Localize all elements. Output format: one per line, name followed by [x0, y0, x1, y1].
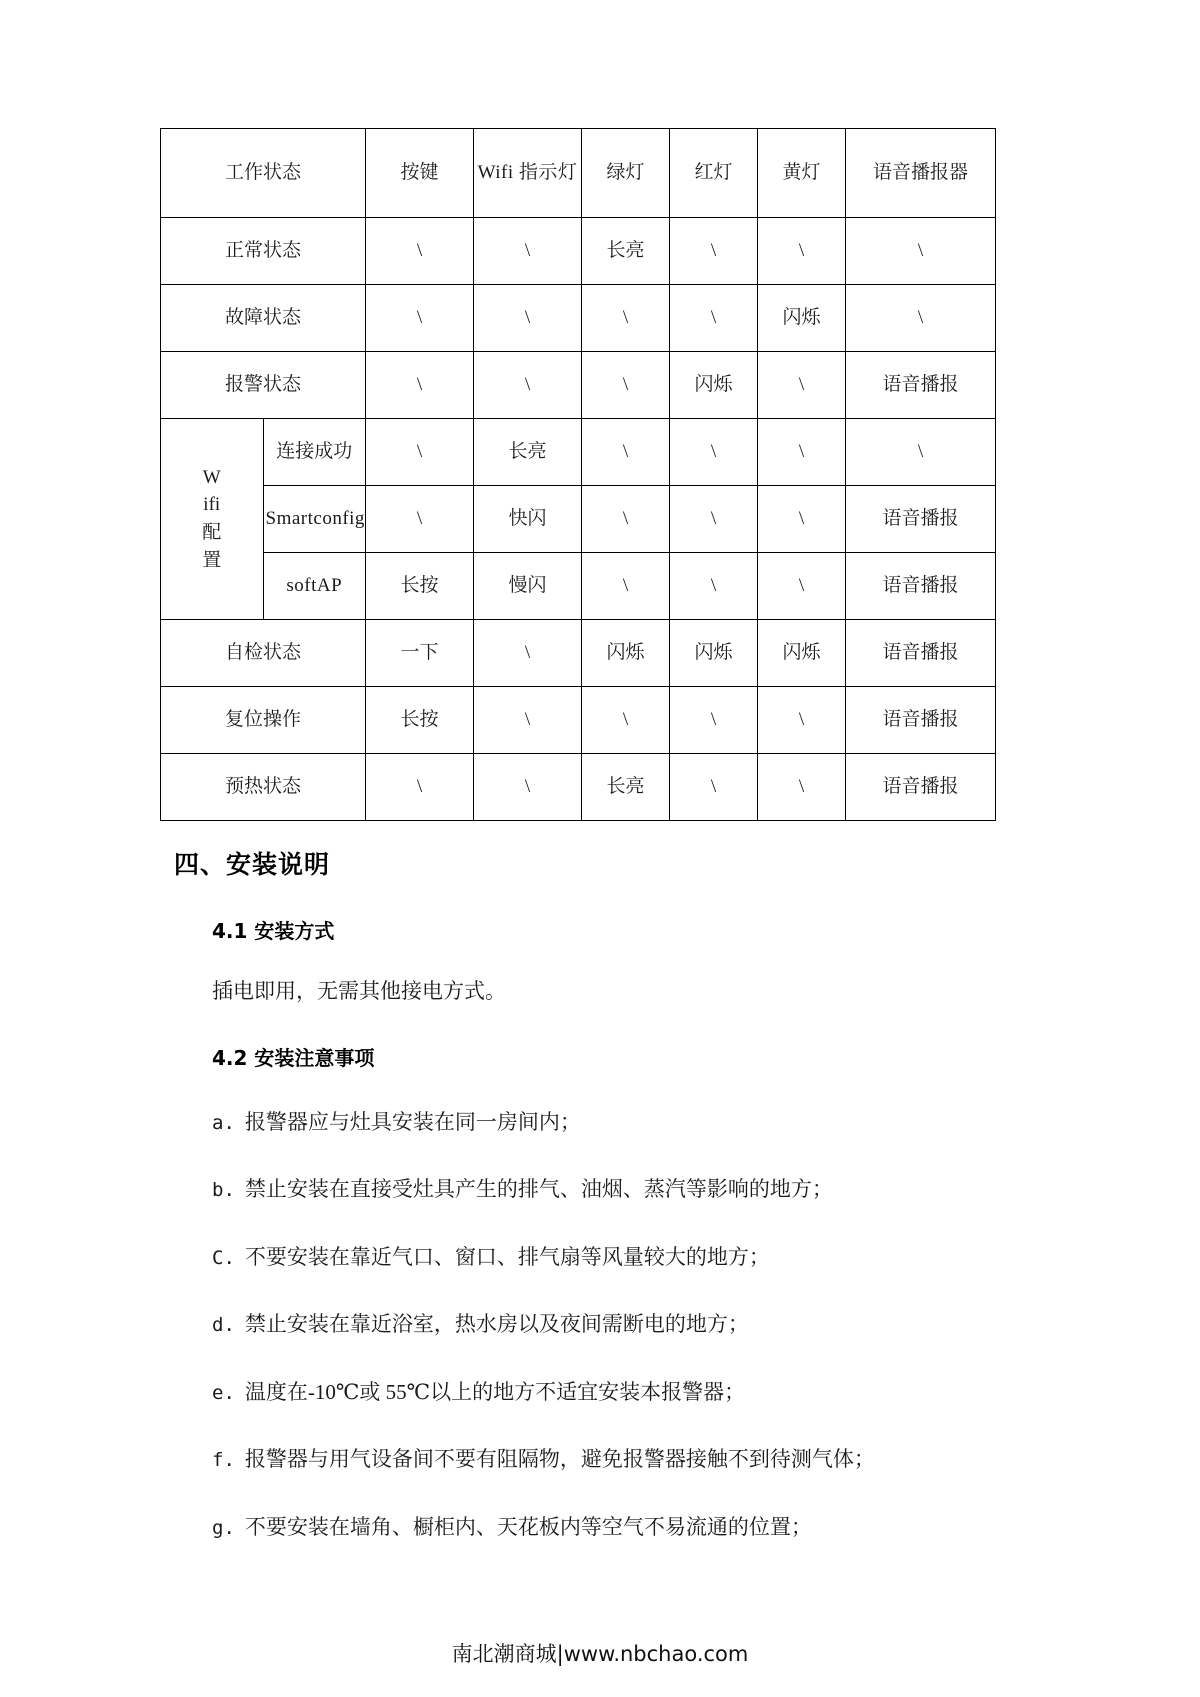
cell-key: \ [366, 486, 474, 553]
list-item [212, 1309, 960, 1341]
cell-voice: 语音播报 [846, 553, 996, 620]
cell-yellow: \ [758, 754, 846, 821]
cell-green: \ [582, 687, 670, 754]
list-item [212, 1512, 960, 1544]
cell-green: \ [582, 486, 670, 553]
section-heading-installation: 四、安装说明 [174, 850, 331, 879]
list-marker: d. [212, 1314, 235, 1336]
cell-state: 正常状态 [161, 218, 366, 285]
subheading-4-1: 4.1 安装方式 [212, 919, 335, 943]
cell-state: 复位操作 [161, 687, 366, 754]
cell-green: 长亮 [582, 754, 670, 821]
cell-yellow: \ [758, 218, 846, 285]
cell-red: 闪烁 [670, 620, 758, 687]
cell-wifi-led: \ [474, 352, 582, 419]
cell-state: 连接成功 [263, 419, 366, 486]
cell-wifi-led: \ [474, 754, 582, 821]
cell-state: Smartconfig [263, 486, 366, 553]
list-item-text: 报警器与用气设备间不要有阻隔物，避免报警器接触不到待测气体； [244, 1447, 875, 1471]
cell-wifi-led: \ [474, 620, 582, 687]
cell-key: \ [366, 285, 474, 352]
table-row [161, 553, 996, 620]
table-row [161, 687, 996, 754]
cell-key: 长按 [366, 687, 474, 754]
cell-key: \ [366, 419, 474, 486]
cell-yellow: \ [758, 486, 846, 553]
table-header-row [161, 129, 996, 218]
list-item-text: 温度在-10℃或 55℃以上的地方不适宜安装本报警器； [244, 1379, 746, 1404]
cell-yellow: 闪烁 [758, 620, 846, 687]
status-indicator-table [160, 128, 996, 821]
cell-red: \ [670, 218, 758, 285]
installation-notes-list [160, 1107, 960, 1544]
list-item-text: 不要安装在靠近气口、窗口、排气扇等风量较大的地方； [244, 1244, 770, 1269]
list-marker: C. [212, 1246, 235, 1269]
cell-wifi-led: \ [474, 285, 582, 352]
cell-green: \ [582, 285, 670, 352]
cell-yellow: \ [758, 352, 846, 419]
header-green-light: 绿灯 [582, 129, 670, 218]
list-item [212, 1174, 960, 1206]
cell-state: softAP [263, 553, 366, 620]
cell-state: 报警状态 [161, 352, 366, 419]
list-item-text: 不要安装在墙角、橱柜内、天花板内等空气不易流通的位置； [244, 1514, 812, 1539]
cell-state: 预热状态 [161, 754, 366, 821]
list-item-text: 报警器应与灶具安装在同一房间内； [244, 1109, 581, 1134]
table-row [161, 754, 996, 821]
cell-voice: \ [846, 419, 996, 486]
list-item [212, 1377, 960, 1409]
list-item-text: 禁止安装在直接受灶具产生的排气、油烟、蒸汽等影响的地方； [244, 1177, 833, 1201]
cell-green: \ [582, 352, 670, 419]
cell-key: \ [366, 218, 474, 285]
page-footer: 南北潮商城|www.nbchao.com [451, 1642, 749, 1666]
table-row [161, 285, 996, 352]
cell-state: 自检状态 [161, 620, 366, 687]
cell-key: \ [366, 754, 474, 821]
cell-yellow: 闪烁 [758, 285, 846, 352]
table-row [161, 620, 996, 687]
cell-green: 闪烁 [582, 620, 670, 687]
subheading-4-2: 4.2 安装注意事项 [212, 1045, 375, 1070]
header-yellow-light: 黄灯 [758, 129, 846, 218]
table-row [161, 218, 996, 285]
cell-voice: \ [846, 218, 996, 285]
paragraph-4-1: 插电即用，无需其他接电方式。 [212, 979, 506, 1003]
cell-key: 长按 [366, 553, 474, 620]
cell-red: \ [670, 285, 758, 352]
cell-red: \ [670, 553, 758, 620]
table-row [161, 486, 996, 553]
cell-voice: \ [846, 285, 996, 352]
cell-green: 长亮 [582, 218, 670, 285]
list-item [212, 1444, 960, 1476]
cell-yellow: \ [758, 553, 846, 620]
cell-wifi-led: \ [474, 218, 582, 285]
cell-yellow: \ [758, 419, 846, 486]
cell-voice: 语音播报 [846, 687, 996, 754]
cell-green: \ [582, 419, 670, 486]
header-wifi-indicator: Wifi 指示灯 [474, 129, 582, 218]
cell-wifi-led: \ [474, 687, 582, 754]
cell-wifi-led: 慢闪 [474, 553, 582, 620]
list-item [212, 1242, 960, 1274]
list-marker: g. [212, 1516, 235, 1539]
cell-red: \ [670, 687, 758, 754]
list-marker: f. [212, 1449, 235, 1471]
list-item-text: 禁止安装在靠近浴室，热水房以及夜间需断电的地方； [244, 1312, 749, 1336]
cell-red: \ [670, 486, 758, 553]
cell-red: \ [670, 754, 758, 821]
cell-red: 闪烁 [670, 352, 758, 419]
header-work-state: 工作状态 [161, 129, 366, 218]
cell-green: \ [582, 553, 670, 620]
cell-voice: 语音播报 [846, 352, 996, 419]
cell-voice: 语音播报 [846, 486, 996, 553]
table-row [161, 352, 996, 419]
table-row [161, 419, 996, 486]
cell-voice: 语音播报 [846, 754, 996, 821]
cell-wifi-led: 长亮 [474, 419, 582, 486]
list-item [212, 1107, 960, 1139]
cell-wifi-config-group [161, 419, 264, 620]
header-button: 按键 [366, 129, 474, 218]
wifi-config-group-label: Wifi配置 [202, 466, 222, 571]
list-marker: b. [212, 1179, 235, 1201]
cell-state: 故障状态 [161, 285, 366, 352]
cell-voice: 语音播报 [846, 620, 996, 687]
cell-wifi-led: 快闪 [474, 486, 582, 553]
cell-yellow: \ [758, 687, 846, 754]
cell-red: \ [670, 419, 758, 486]
header-voice-announcer: 语音播报器 [846, 129, 996, 218]
cell-key: 一下 [366, 620, 474, 687]
page-content [160, 0, 968, 1543]
cell-key: \ [366, 352, 474, 419]
list-marker: a. [212, 1111, 235, 1134]
list-marker: e. [212, 1381, 235, 1404]
header-red-light: 红灯 [670, 129, 758, 218]
